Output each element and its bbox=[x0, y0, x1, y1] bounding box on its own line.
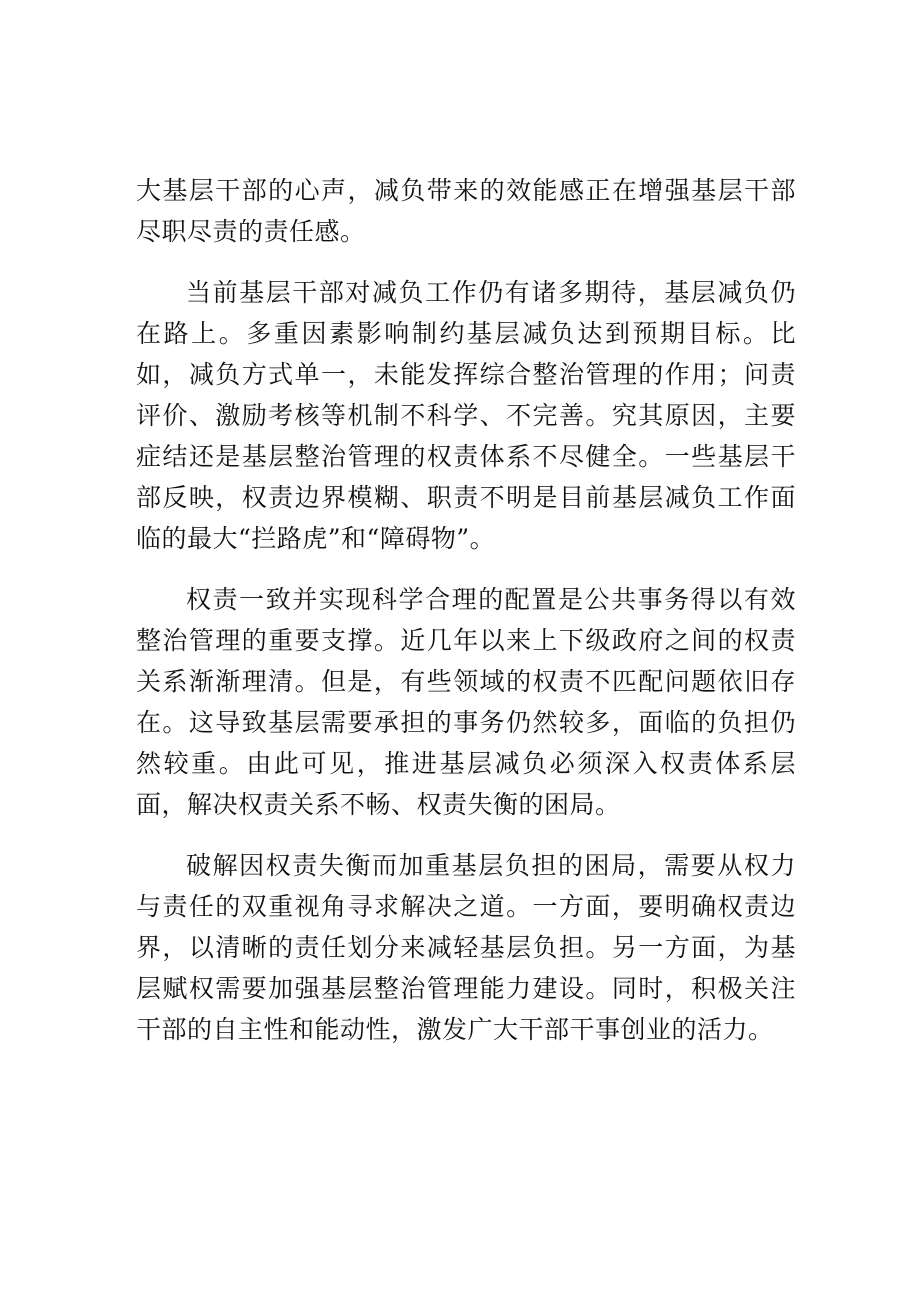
paragraph: 权责一致并实现科学合理的配置是公共事务得以有效整治管理的重要支撑。近几年以来上下级政府之间的权责关系渐渐理清。但是，有些领域的权责不匹配问题依旧存在。这导致基层需要承担的事务仍然较多，面临的负担仍然较重。由此可见，推进基层减负必须深入权责体系层面，解决权责关系不畅、权责失衡的困局。 bbox=[136, 585, 796, 819]
paragraph: 当前基层干部对减负工作仍有诸多期待，基层减负仍在路上。多重因素影响制约基层减负达到预期目标。比如，减负方式单一，未能发挥综合整治管理的作用；问责评价、激励考核等机制不科学、不完善。究其原因，主要症结还是基层整治管理的权责体系不尽健全。一些基层干部反映，权责边界模糊、职责不明是目前基层减负工作面临的最大“拦路虎”和“障碍物”。 bbox=[136, 278, 796, 553]
paragraph: 破解因权责失衡而加重基层负担的困局，需要从权力与责任的双重视角寻求解决之道。一方面，要明确权责边界，以清晰的责任划分来减轻基层负担。另一方面，为基层赋权需要加强基层整治管理能力建设。同时，积极关注干部的自主性和能动性，激发广大干部干事创业的活力。 bbox=[136, 851, 796, 1044]
paragraph-continued: 大基层干部的心声，减负带来的效能感正在增强基层干部尽职尽责的责任感。 bbox=[136, 176, 796, 246]
document-body bbox=[136, 170, 796, 1070]
